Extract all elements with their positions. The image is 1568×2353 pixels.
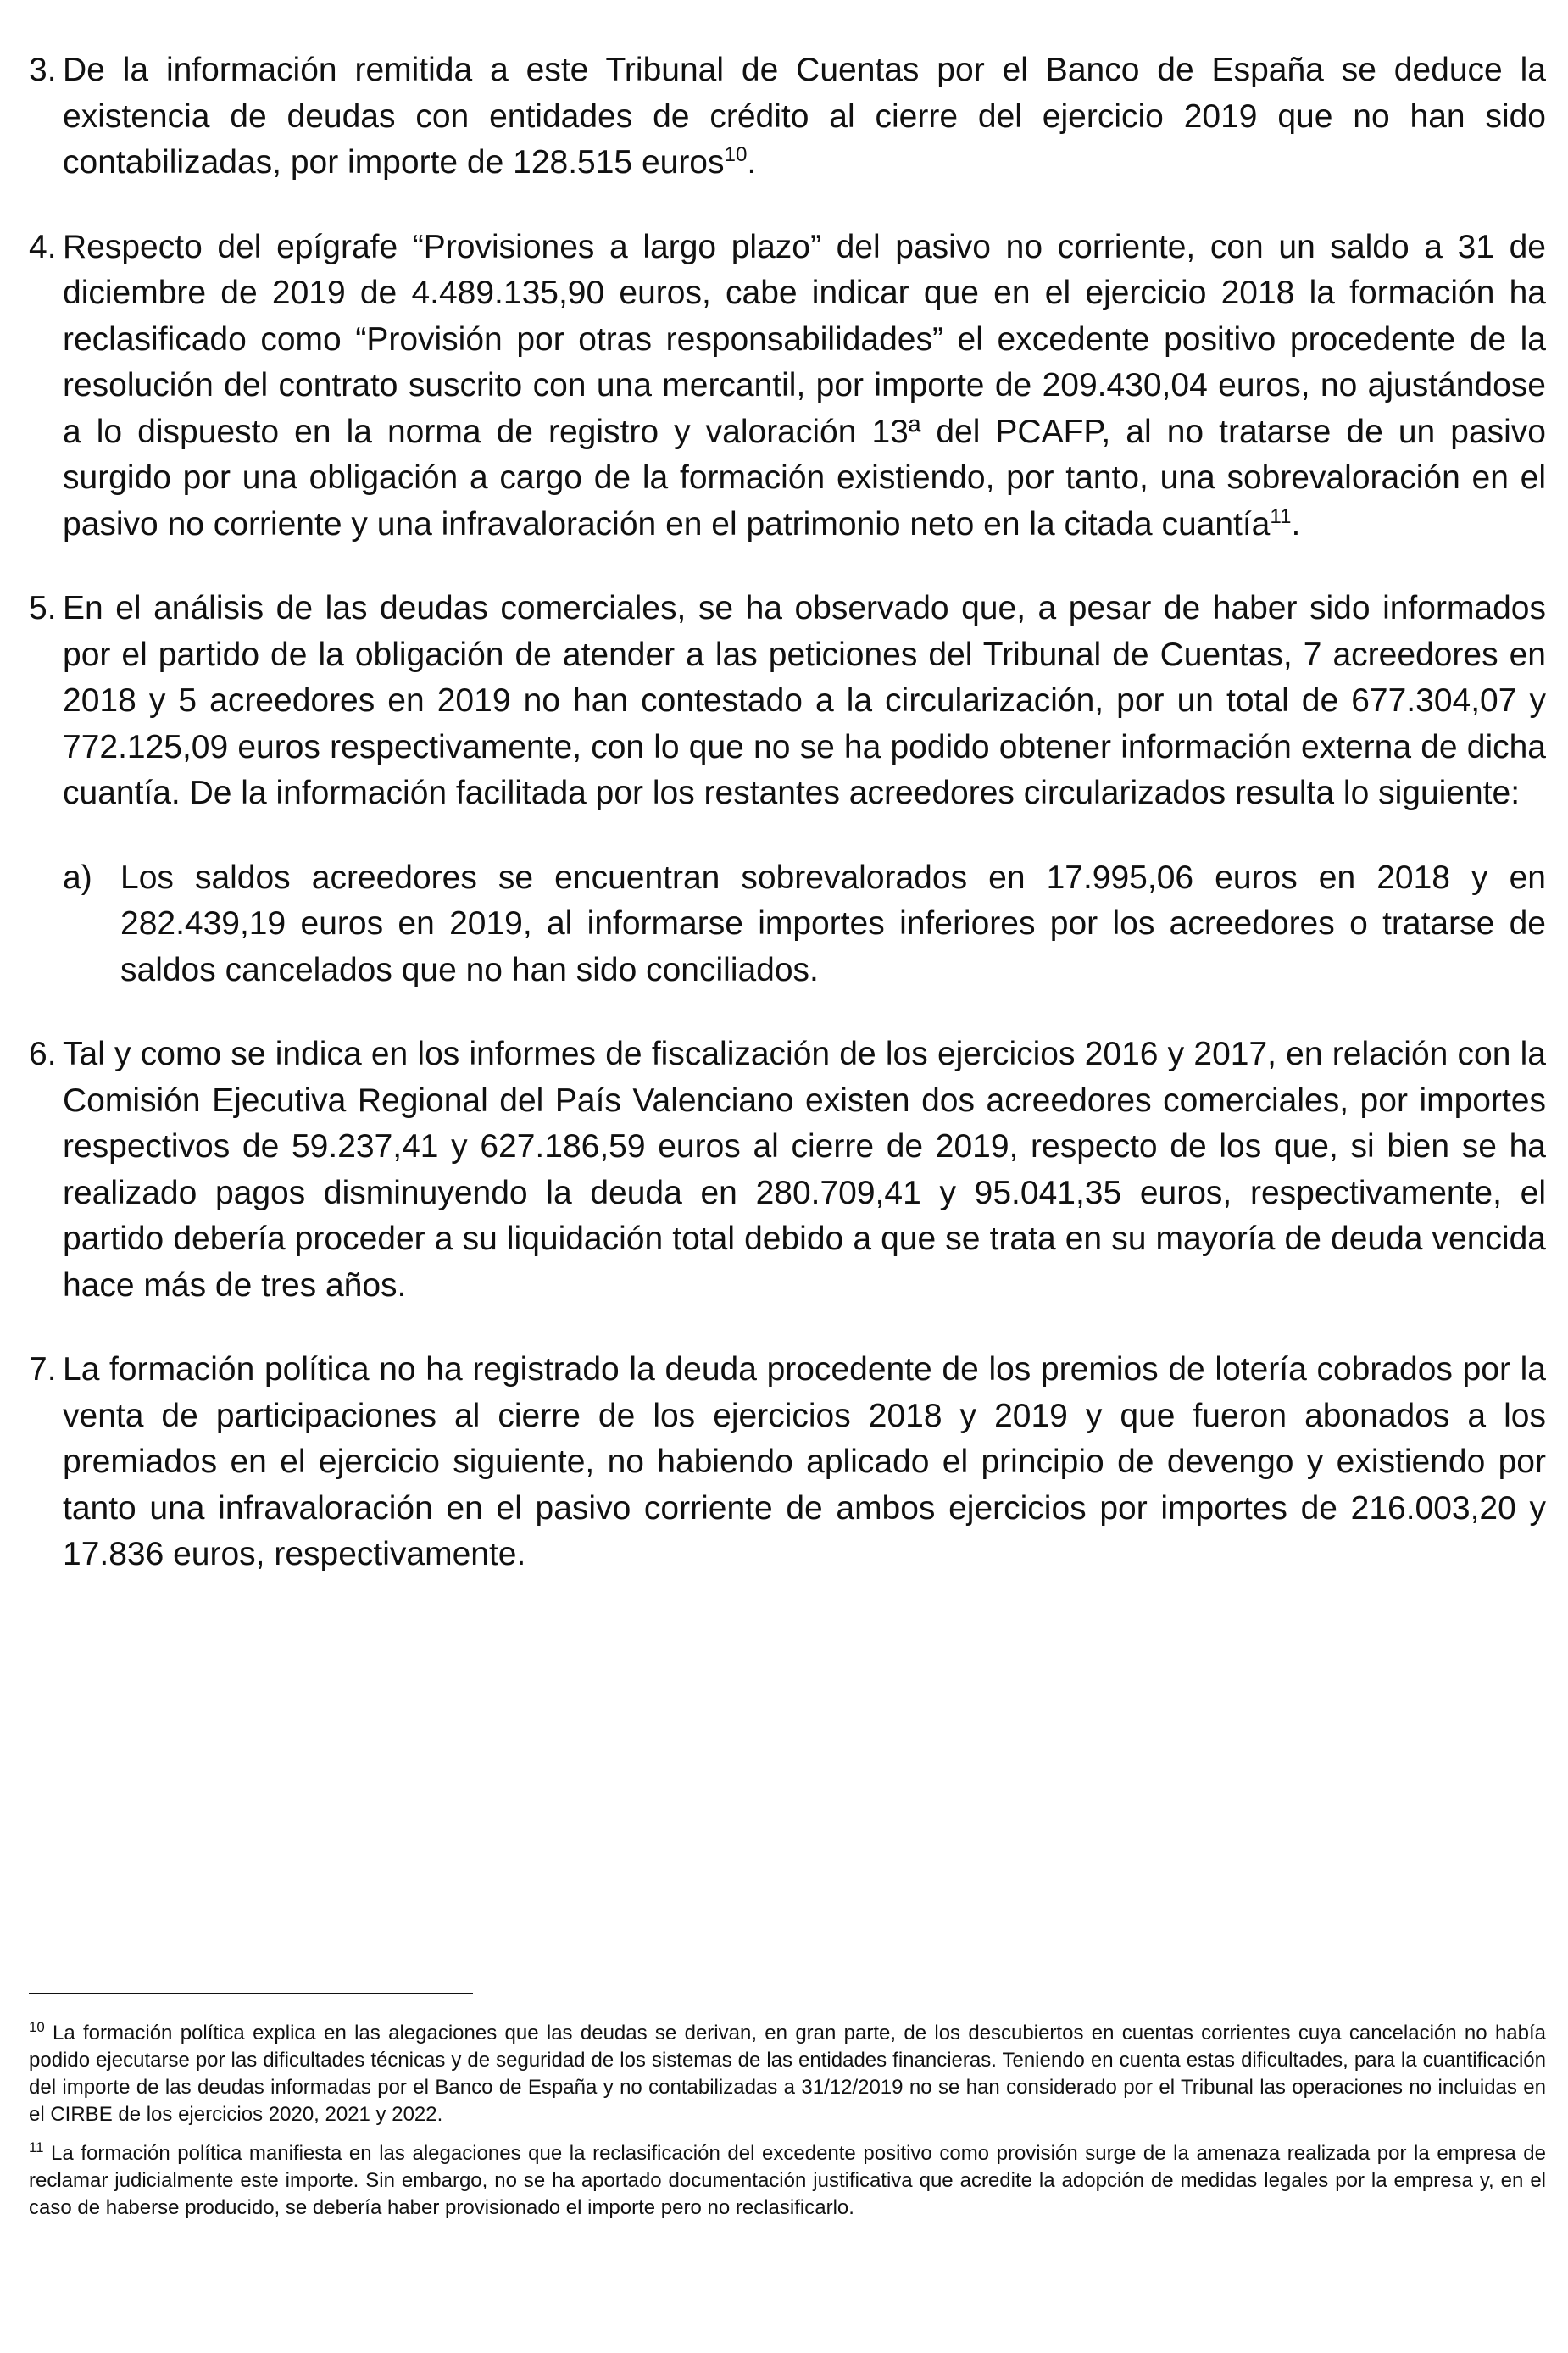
item-text [63,1032,1546,1309]
item-suffix: . [747,144,757,181]
main-body [29,47,1546,1578]
footnote-ref-10[interactable]: 10 [724,143,748,166]
list-item-3 [29,47,1546,186]
footnote-number: 11 [29,2139,44,2156]
list-item-7 [29,1347,1546,1578]
footnote-text: La formación política manifiesta en las alegaciones que la reclasificación del excedente positivo como provisión surge de la amenaza realizada por la empresa de reclamar judicialmente este importe. Sin embargo, no se ha aportado documentación justificativa que acredite la adopción de medidas legales por la empresa y, en el caso de haberse producido, se debería haber provisionado el importe pero no reclasificarlo. [29,2142,1546,2219]
footnote-11 [29,2140,1546,2222]
item-number: 3. [29,52,57,88]
footnotes-section [29,2020,1546,2222]
item-body: Tal y como se indica en los informes de fiscalización de los ejercicios 2016 y 2017, en relación con la Comisión Ejecutiva Regional del País Valenciano existen dos acreedores comerciales, por importes respectivos de 59.237,41 y 627.186,59 euros al cierre de 2019, respecto de los que, si bien se ha realizado pagos disminuyendo la deuda en 280.709,41 y 95.041,35 euros, respectivamente, el partido debería proceder a su liquidación total debido a que se trata en su mayoría de deuda vencida hace más de tres años. [63,1036,1546,1304]
list-item-6 [29,1032,1546,1309]
item-number: 4. [29,228,57,265]
item-text [63,225,1546,548]
sub-item-a [63,855,1546,994]
item-body: La formación política no ha registrado la deuda procedente de los premios de lotería cobrados por la venta de participaciones al cierre de los ejercicios 2018 y 2019 y que fueron abonados a los premiados en el ejercicio siguiente, no habiendo aplicado el principio de devengo y existiendo por tanto una infravaloración en el pasivo corriente de ambos ejercicios por importes de 216.003,20 y 17.836 euros, respectivamente. [63,1351,1546,1572]
sub-item-text: Los saldos acreedores se encuentran sobrevalorados en 17.995,06 euros en 2018 y en 282.439,19 euros en 2019, al informarse importes inferiores por los acreedores o tratarse de saldos cancelados que no han sido conciliados. [120,859,1546,988]
item-text [63,1347,1546,1578]
item-suffix: . [1291,505,1301,542]
item-body: Respecto del epígrafe “Provisiones a largo plazo” del pasivo no corriente, con un saldo a 31 de diciembre de 2019 de 4.489.135,90 euros, cabe indicar que en el ejercicio 2018 la formación ha reclasificado como “Provisión por otras responsabilidades” el excedente positivo procedente de la resolución del contrato suscrito con una mercantil, por importe de 209.430,04 euros, no ajustándose a lo dispuesto en la norma de registro y valoración 13ª del PCAFP, al no tratarse de un pasivo surgido por una obligación a cargo de la formación existiendo, por tanto, una sobrevaloración en el pasivo no corriente y una infravaloración en el patrimonio neto en la citada cuantía [63,228,1546,542]
footnote-ref-11[interactable]: 11 [1270,504,1292,528]
footnote-divider [29,1993,473,1994]
item-number: 7. [29,1351,57,1388]
list-item-5 [29,586,1546,817]
footnote-text: La formación política explica en las alegaciones que las deudas se derivan, en gran parte, de los descubiertos en cuentas corrientes cuya cancelación no había podido ejecutarse por las dificultades técnicas y de seguridad de los sistemas de las entidades financieras. Teniendo en cuenta estas dificultades, para la cuantificación del importe de las deudas informadas por el Banco de España y no contabilizadas a 31/12/2019 no se han considerado por el Tribunal las operaciones no incluidas en el CIRBE de los ejercicios 2020, 2021 y 2022. [29,2022,1546,2126]
sub-item-label: a) [63,859,92,896]
item-text [63,47,1546,186]
list-item-4 [29,225,1546,548]
item-text [63,586,1546,817]
footnote-number: 10 [29,2019,45,2035]
item-body: De la información remitida a este Tribunal de Cuentas por el Banco de España se deduce la existencia de deudas con entidades de crédito al cierre del ejercicio 2019 que no han sido contabilizadas, por importe de 128.515 euros [63,52,1546,181]
item-number: 5. [29,590,57,626]
item-body: En el análisis de las deudas comerciales, se ha observado que, a pesar de haber sido informados por el partido de la obligación de atender a las peticiones del Tribunal de Cuentas, 7 acreedores en 2018 y 5 acreedores en 2019 no han contestado a la circularización, por un total de 677.304,07 y 772.125,09 euros respectivamente, con lo que no se ha podido obtener información externa de dicha cuantía. De la información facilitada por los restantes acreedores circularizados resulta lo siguiente: [63,590,1546,811]
footnote-10 [29,2020,1546,2128]
item-number: 6. [29,1036,57,1072]
